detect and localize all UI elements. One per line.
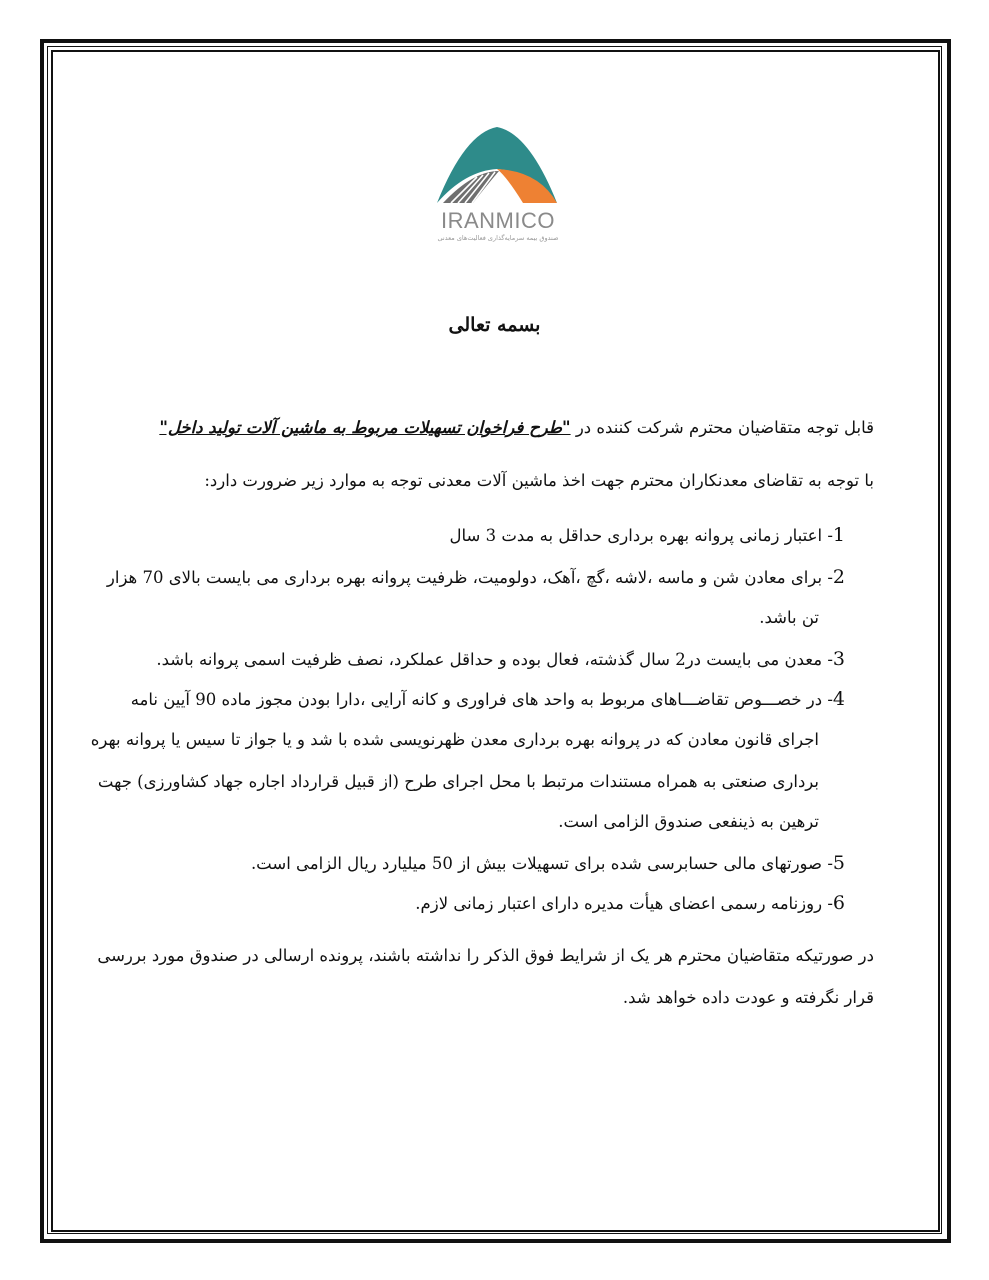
list-item-4-continuation: اجرای قانون معادن که در پروانه بهره برداری معدن ظهرنویسی شده با شد و یا جواز تا سیس یا پروانه بهره [90,730,819,749]
logo-subtitle: صندوق بیمه سرمایه‌گذاری فعالیت‌های معدنی [437,234,559,242]
list-item-text: صورتهای مالی حسابرسی شده برای تسهیلات بیش از 50 میلیارد ریال الزامی است. [250,854,823,873]
list-item-2-continuation: تن باشد. [759,608,819,627]
closing-line-2: قرار نگرفته و عودت داده خواهد شد. [622,988,874,1007]
list-item-text: روزنامه رسمی اعضای هیأت مدیره دارای اعتبار زمانی لازم. [415,894,823,913]
list-item-number: 2 [832,566,845,588]
list-item-text: معدن می بایست در2 سال گذشته، فعال بوده و حداقل عملکرد، نصف ظرفیت اسمی پروانه باشد. [156,650,823,669]
heading-title: بسمه تعالی [448,314,541,336]
intro-highlight: "طرح فراخوان تسهیلات مربوط به ماشین آلات تولید داخل" [159,418,571,437]
list-item-2: 2- برای معادن شن و ماسه ،لاشه ،گچ ،آهک، دولومیت، ظرفیت پروانه بهره برداری می بایست بالای 70 هزار [106,566,845,588]
list-item-number: 3 [832,648,845,670]
list-item-3: 3- معدن می بایست در2 سال گذشته، فعال بوده و حداقل عملکرد، نصف ظرفیت اسمی پروانه باشد. [156,648,845,670]
intro-line-1 [159,418,874,437]
list-item-5: 5- صورتهای مالی حسابرسی شده برای تسهیلات بیش از 50 میلیارد ریال الزامی است. [250,852,845,874]
logo-wordmark: IRANMICO [441,208,555,233]
list-item-4-continuation: ترهین به ذینفعی صندوق الزامی است. [558,812,819,831]
list-item-number: 5 [832,852,845,874]
list-item-text: در خصـــوص تقاضـــاهای مربوط به واحد های فراوری و کانه آرایی ،دارا بودن مجوز ماده 90 آیین نامه [130,690,823,709]
intro-prefix: قابل توجه متقاضیان محترم شرکت کننده در [570,418,874,437]
list-item-number: 6 [832,892,845,914]
list-item-number: 1 [832,524,845,546]
list-item-4-continuation: برداری صنعتی به همراه مستندات مرتبط با محل اجرای طرح (از قبیل قرارداد اجاره جهاد کشاورزی) جهت [97,772,819,791]
list-item-4: 4- در خصـــوص تقاضـــاهای مربوط به واحد های فراوری و کانه آرایی ،دارا بودن مجوز ماده 90 آیین نامه [130,688,845,710]
closing-line-1: در صورتیکه متقاضیان محترم هر یک از شرایط فوق الذکر را نداشته باشند، پرونده ارسالی در صندوق مورد بررسی [97,946,874,965]
list-item-number: 4 [832,688,845,710]
logo-emblem-icon [403,115,591,210]
list-item-text: برای معادن شن و ماسه ،لاشه ،گچ ،آهک، دولومیت، ظرفیت پروانه بهره برداری می بایست بالای 70 هزار [106,568,823,587]
list-item-1: 1- اعتبار زمانی پروانه بهره برداری حداقل به مدت 3 سال [449,524,845,546]
list-item-text: اعتبار زمانی پروانه بهره برداری حداقل به مدت 3 سال [449,526,823,545]
intro-line-2: با توجه به تقاضای معدنکاران محترم جهت اخذ ماشین آلات معدنی توجه به موارد زیر ضرورت دارد: [204,471,874,490]
list-item-6: 6- روزنامه رسمی اعضای هیأت مدیره دارای اعتبار زمانی لازم. [415,892,845,914]
iranmico-logo [403,115,591,250]
